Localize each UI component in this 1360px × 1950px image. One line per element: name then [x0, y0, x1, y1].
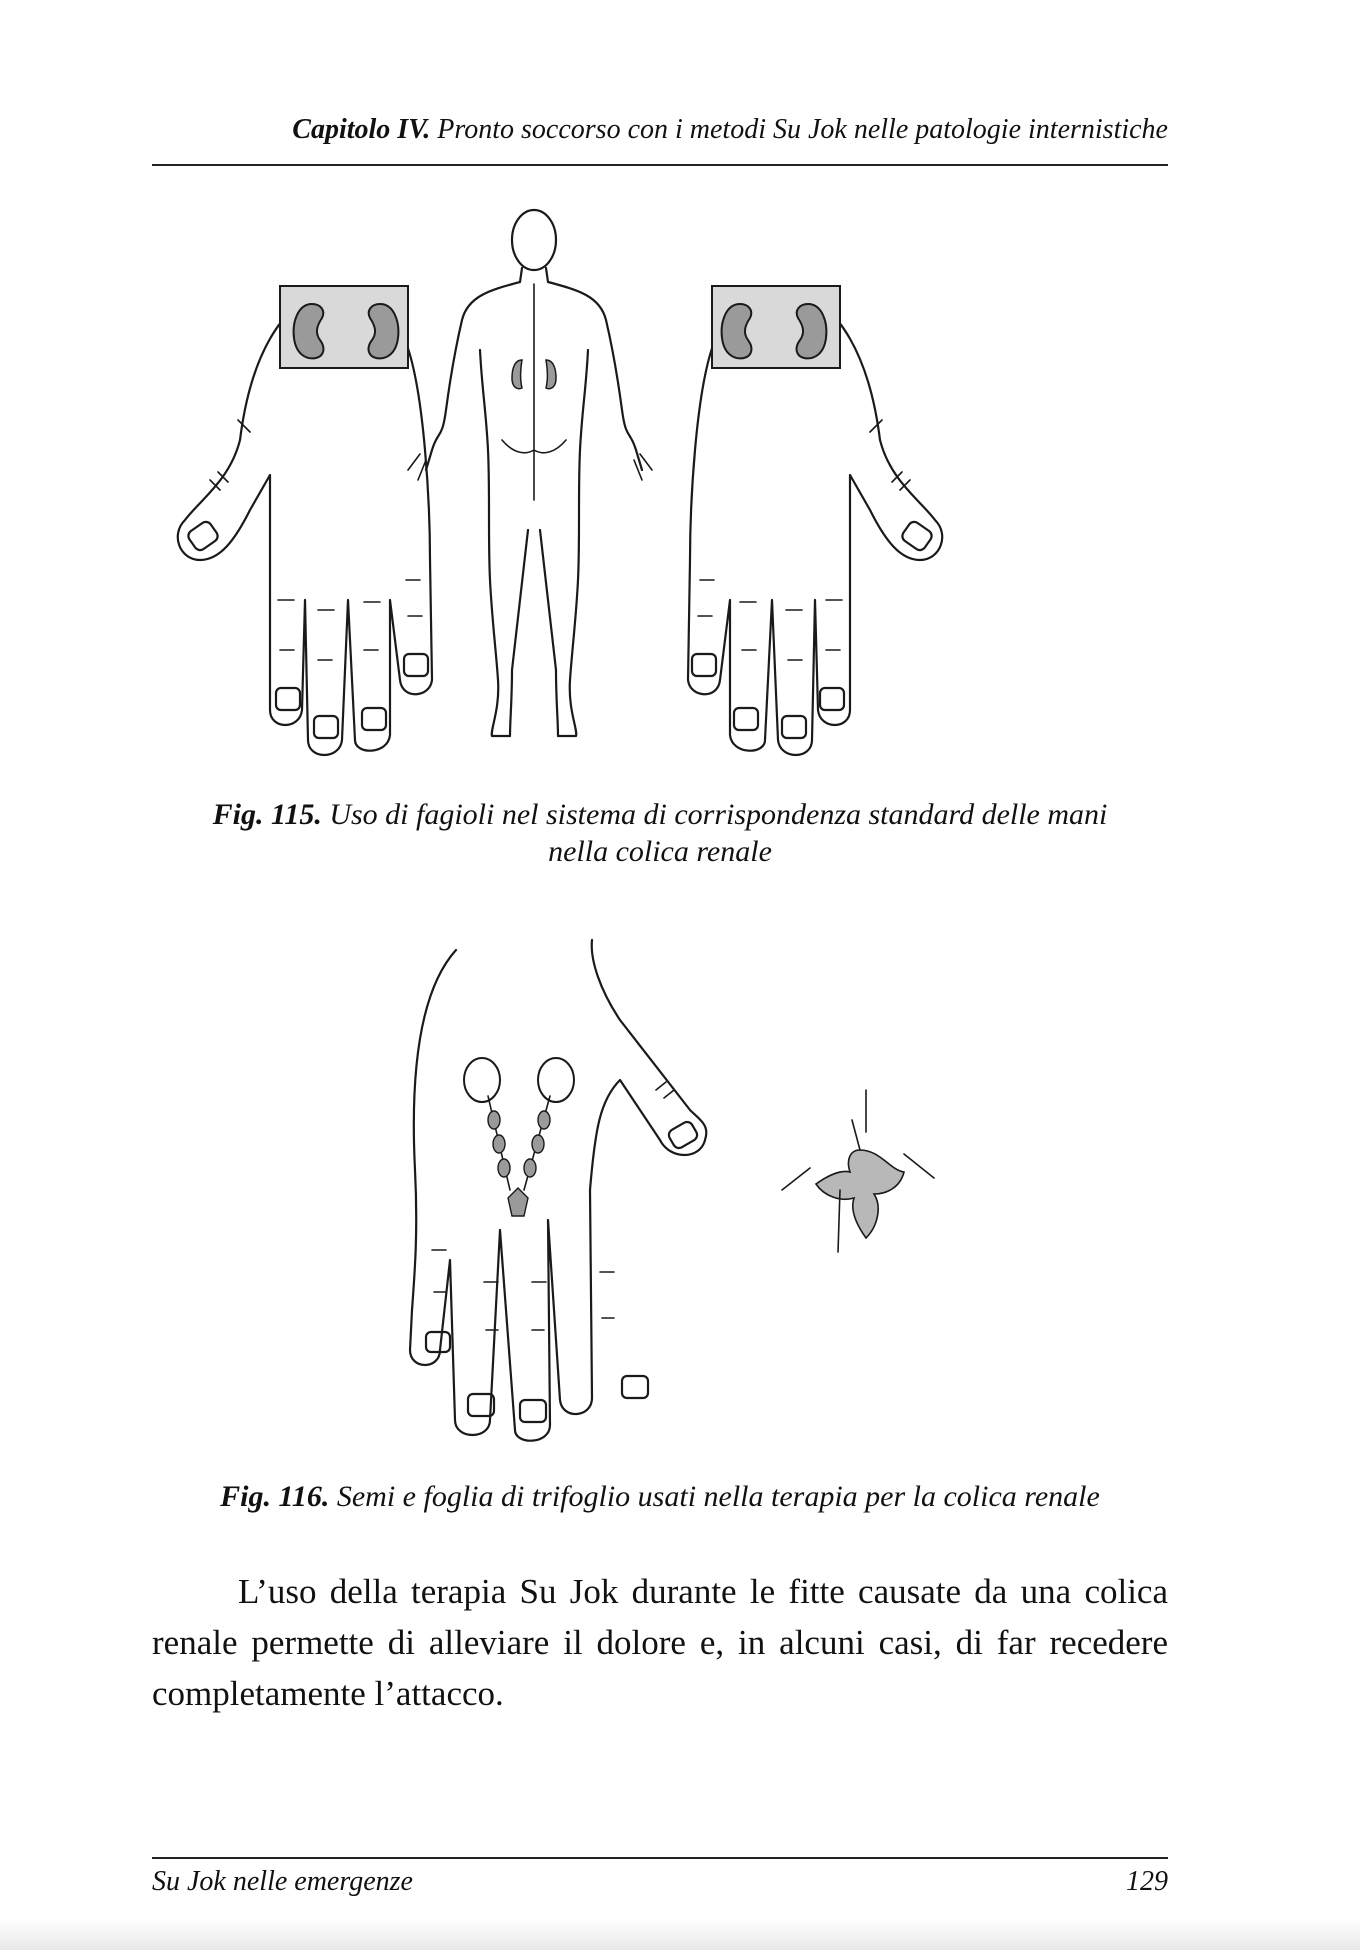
footer-rule: [152, 1857, 1168, 1859]
chapter-subtitle: Pronto soccorso con i metodi Su Jok nelle patologie internistiche: [437, 114, 1168, 145]
page-edge-shadow: [0, 1918, 1360, 1950]
caption-text: Semi e foglia di trifoglio usati nella terapia per la colica renale: [336, 1480, 1100, 1513]
hand-icon: [410, 940, 706, 1441]
chapter-label: Capitolo IV.: [292, 114, 431, 145]
kidney-icon: [464, 1058, 574, 1216]
figure-number: Fig. 116.: [220, 1480, 330, 1513]
header-rule: [152, 164, 1168, 166]
kidney-icon: [546, 360, 556, 389]
figure-116-caption: [152, 1478, 1168, 1515]
figure-116: [400, 930, 1040, 1450]
running-head: [152, 112, 1168, 148]
figure-115-illustration: [150, 240, 1170, 770]
caption-text: Uso di fagioli nel sistema di corrispondenza standard delle mani: [329, 798, 1108, 831]
caption-text: nella colica renale: [548, 835, 772, 868]
human-body-icon: [408, 210, 652, 736]
right-hand-icon: [688, 286, 942, 755]
figure-115-caption: [152, 796, 1168, 870]
kidney-icon: [512, 360, 522, 389]
body-paragraph: L’uso della terapia Su Jok durante le fitte causate da una colica renale permette di alleviare il dolore e, in alcuni casi, di far recedere completamente l’attacco.: [152, 1572, 1168, 1713]
figure-number: Fig. 115.: [212, 798, 322, 831]
left-hand-icon: [178, 286, 432, 755]
figure-116-illustration: [400, 930, 1040, 1450]
clover-leaf-icon: [782, 1090, 934, 1252]
page-number: 129: [1126, 1866, 1168, 1897]
figure-115: [150, 240, 1170, 770]
footer-book-title: Su Jok nelle emergenze: [152, 1866, 413, 1897]
